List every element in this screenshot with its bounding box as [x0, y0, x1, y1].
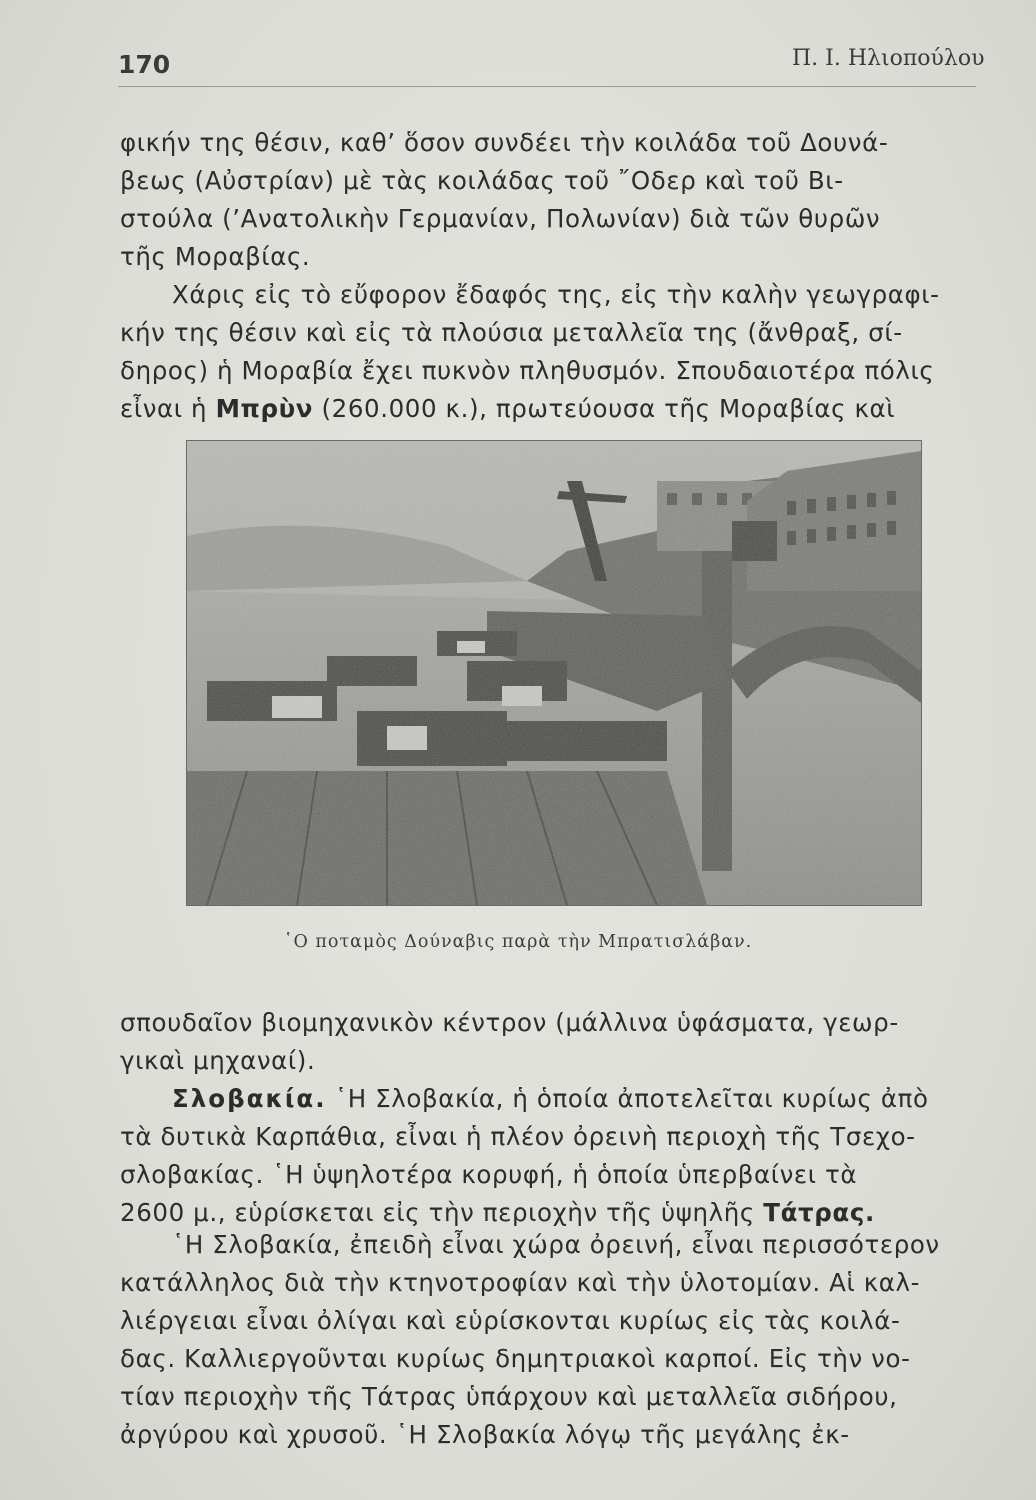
- text-line: κατάλληλος διὰ τὴν κτηνοτροφίαν καὶ τὴν ὑλοτομίαν. Αἱ καλ-: [120, 1268, 921, 1297]
- text-line: τῆς Μοραβίας.: [120, 242, 311, 271]
- photo-image: [187, 441, 921, 905]
- text-line: γικαὶ μηχαναί).: [120, 1046, 316, 1075]
- text-line: δας. Καλλιεργοῦνται κυρίως δημητριακοὶ καρποί. Εἰς τὴν νο-: [120, 1344, 911, 1373]
- running-head: Π. Ι. Ηλιοπούλου: [792, 46, 985, 71]
- paragraph-slovakia-economy: [120, 1226, 940, 1454]
- text-line: σλοβακίας. ῾Η ὑψηλοτέρα κορυφή, ἡ ὁποία ὑπερβαίνει τὰ: [120, 1160, 858, 1189]
- text-line: τὰ δυτικὰ Καρπάθια, εἶναι ἡ πλέον ὀρεινὴ περιοχὴ τῆς Τσεχο-: [120, 1122, 916, 1151]
- text-fragment: ῾Η Σλοβακία, ἡ ὁποία ἀποτελεῖται κυρίως ἀπὸ: [326, 1084, 929, 1113]
- text-line: Χάρις εἰς τὸ εὔφορον ἔδαφός της, εἰς τὴν καλὴν γεωγραφι-: [172, 280, 940, 309]
- text-line: ῾Η Σλοβακία, ἐπειδὴ εἶναι χώρα ὀρεινή, εἶναι περισσότερον: [172, 1230, 940, 1259]
- photo-danube-bratislava: [186, 440, 922, 906]
- page-number: 170: [118, 50, 171, 79]
- text-line: [120, 1080, 929, 1118]
- text-fragment: 2600 μ., εὑρίσκεται εἰς τὴν περιοχὴν τῆς ὑψηλῆς: [120, 1198, 764, 1227]
- figure-caption: ῾Ο ποταμὸς Δούναβις παρὰ τὴν Μπρατισλάβαν.: [283, 932, 753, 952]
- text-line: σπουδαῖον βιομηχανικὸν κέντρον (μάλλινα ὑφάσματα, γεωρ-: [120, 1008, 899, 1037]
- section-heading-slovakia: Σλοβακία.: [172, 1084, 327, 1113]
- text-fragment: εἶναι ἡ: [120, 394, 216, 423]
- paragraph-moravia: [120, 276, 940, 428]
- text-line: [120, 390, 940, 428]
- text-line: κήν της θέσιν καὶ εἰς τὰ πλούσια μεταλλεῖα της (ἄνθραξ, σί-: [120, 318, 903, 347]
- text-line: βεως (Αὐστρίαν) μὲ τὰς κοιλάδας τοῦ ῎Οδερ καὶ τοῦ Βι-: [120, 166, 844, 195]
- paragraph-slovakia: [120, 1080, 929, 1232]
- text-line: δηρος) ἡ Μοραβία ἔχει πυκνὸν πληθυσμόν. Σπουδαιοτέρα πόλις: [120, 356, 935, 385]
- paragraph-brno-industry: [120, 1004, 899, 1080]
- paragraph-continued: [120, 124, 888, 276]
- text-line: λιέργειαι εἶναι ὀλίγαι καὶ εὑρίσκονται κυρίως εἰς τὰς κοιλά-: [120, 1306, 901, 1335]
- place-name-tatras: Τάτρας.: [763, 1198, 875, 1227]
- text-line: στούλα (’Ανατολικὴν Γερμανίαν, Πολωνίαν) διὰ τῶν θυρῶν: [120, 204, 881, 233]
- text-line: φικήν της θέσιν, καθ’ ὅσον συνδέει τὴν κοιλάδα τοῦ Δουνά-: [120, 128, 889, 157]
- text-fragment: (260.000 κ.), πρωτεύουσα τῆς Μοραβίας καὶ: [313, 394, 896, 423]
- header-rule: [118, 86, 976, 87]
- text-line: τίαν περιοχὴν τῆς Τάτρας ὑπάρχουν καὶ μεταλλεῖα σιδήρου,: [120, 1382, 898, 1411]
- city-name-brno: Μπρὺν: [215, 394, 314, 423]
- text-line: ἀργύρου καὶ χρυσοῦ. ῾Η Σλοβακία λόγῳ τῆς μεγάλης ἐκ-: [120, 1420, 850, 1449]
